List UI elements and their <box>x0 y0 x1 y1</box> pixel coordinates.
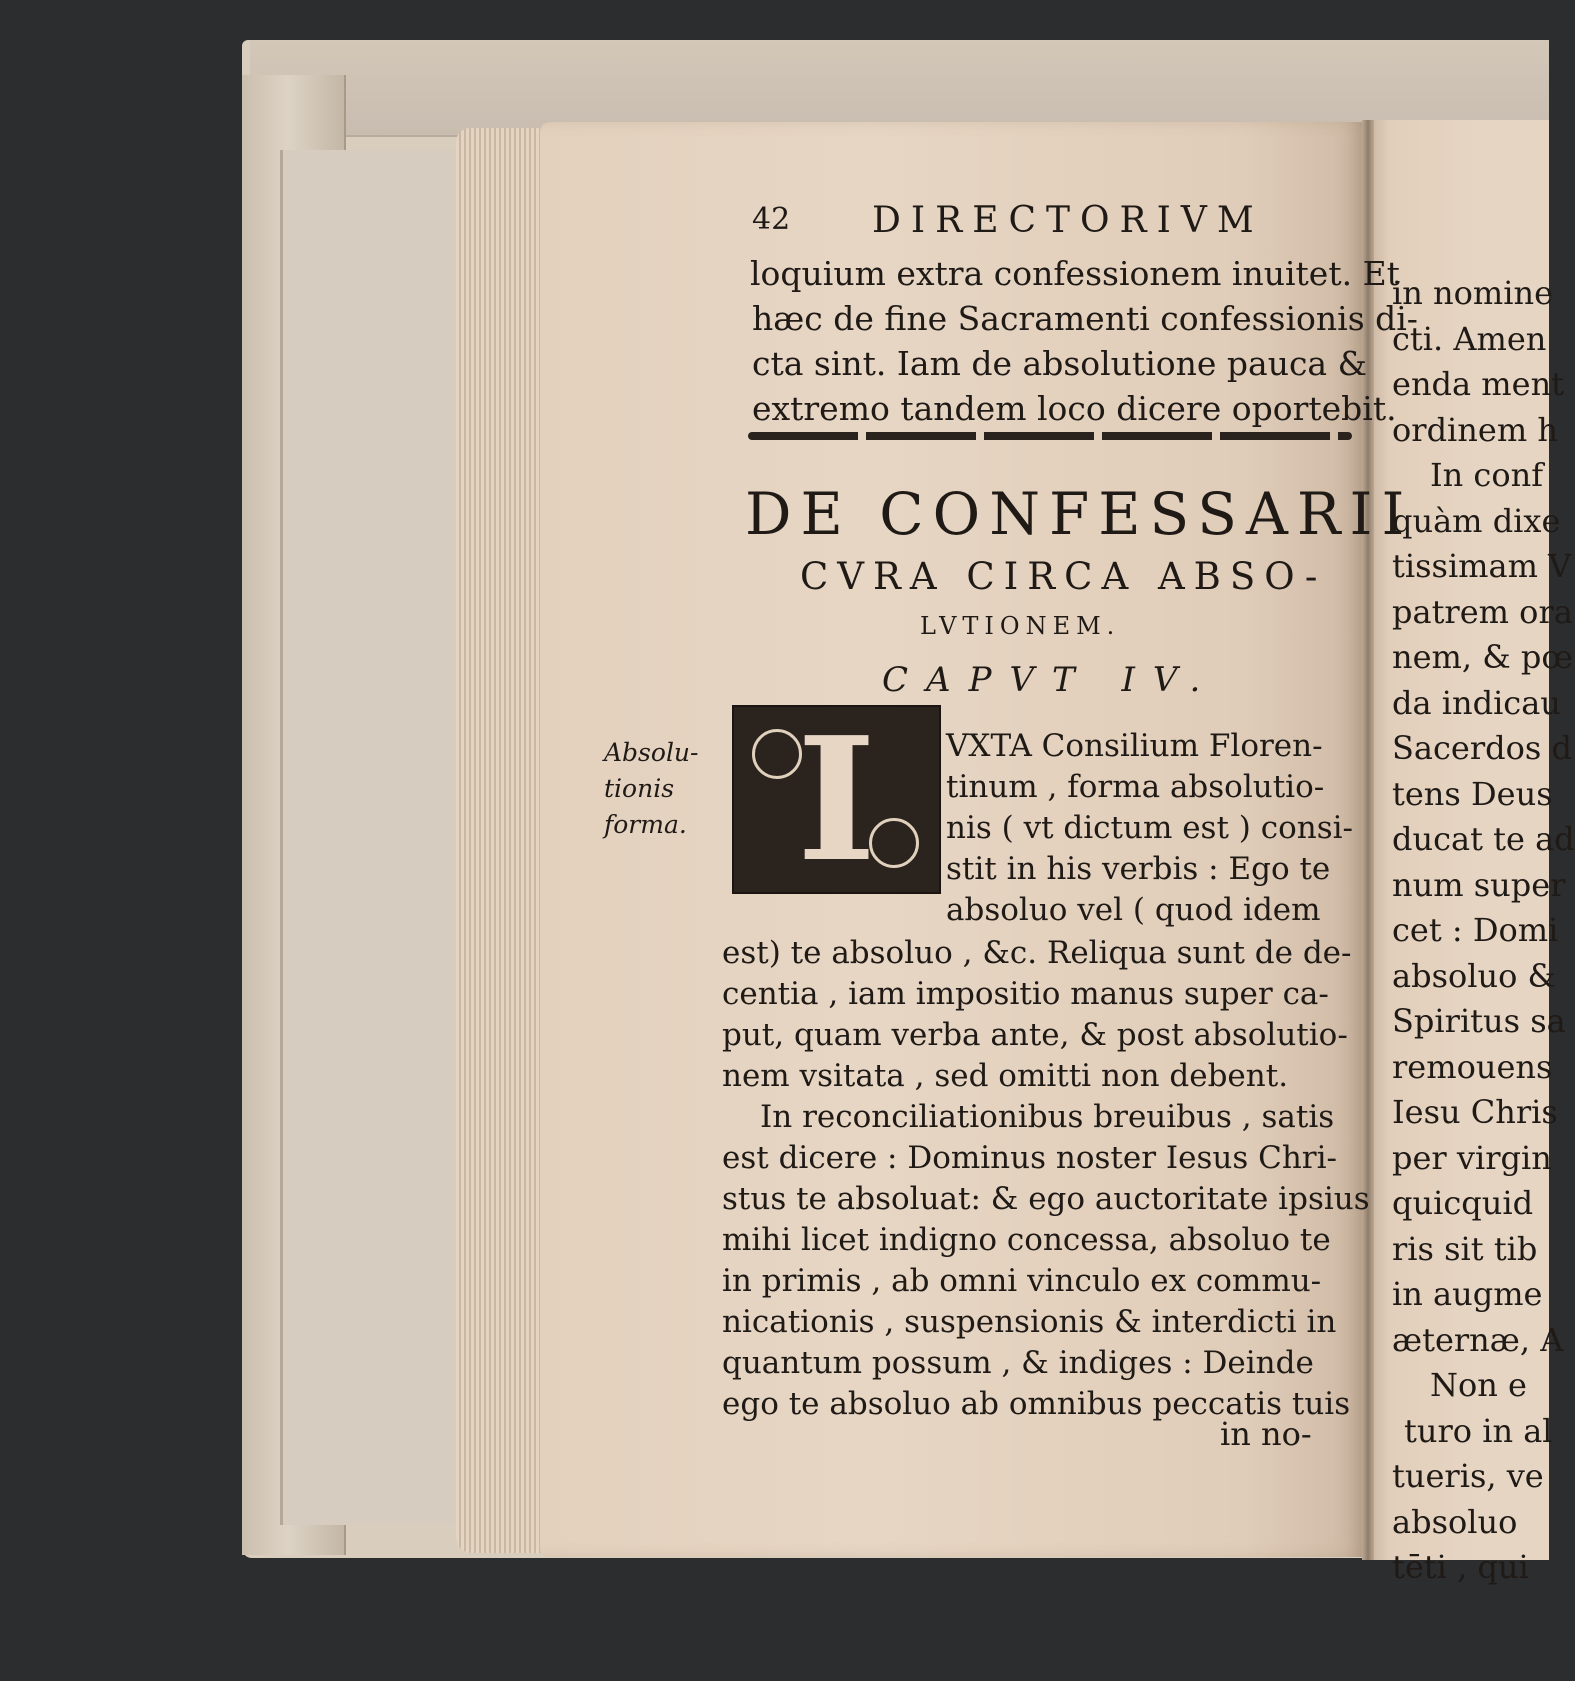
page-edges <box>456 128 546 1553</box>
text-line: in augme <box>1392 1275 1543 1313</box>
text-line: quicquid <box>1392 1184 1534 1222</box>
text-line: ducat te ad <box>1392 820 1575 858</box>
text-line: ordinem h <box>1392 410 1558 449</box>
text-line: mihi licet indigno concessa, absoluo te <box>722 1222 1331 1258</box>
text-line: tueris, ve <box>1392 1457 1544 1495</box>
text-line: cta sint. Iam de absolutione pauca & <box>752 344 1367 383</box>
text-line: tēti , qui <box>1392 1548 1529 1586</box>
text-line: stus te absoluat: & ego auctoritate ipsius <box>722 1181 1370 1217</box>
text-line: da indicau <box>1392 683 1561 722</box>
text-line: centia , iam impositio manus super ca- <box>722 976 1329 1012</box>
text-line: absoluo <box>1392 1502 1518 1541</box>
text-line: quàm dixe <box>1392 501 1561 540</box>
text-line: in nomine <box>1392 274 1554 312</box>
text-line: nicationis , suspensionis & interdicti in <box>722 1304 1337 1340</box>
text-line: In reconciliationibus breuibus , satis <box>760 1099 1335 1135</box>
text-line: enda ment <box>1392 365 1565 403</box>
text-line: nem vsitata , sed omitti non debent. <box>722 1058 1289 1094</box>
decorated-initial <box>732 699 941 900</box>
text-line: extremo tandem loco dicere oportebit. <box>752 389 1397 428</box>
text-line: per virgin <box>1392 1138 1552 1177</box>
cover-inner-panel <box>280 150 460 1525</box>
text-line: tens Deus <box>1392 774 1553 813</box>
text-line: remouens <box>1392 1047 1553 1086</box>
margin-note: Absolu-tionis forma. <box>604 738 699 839</box>
text-line: put, quam verba ante, & post absolutio- <box>722 1017 1348 1053</box>
text-line: cti. Amen <box>1392 319 1547 358</box>
ornamental-rule <box>748 432 1352 440</box>
chapter-title-line-3: LVTIONEM. <box>920 612 1121 640</box>
text-line: est dicere : Dominus noster Iesus Chri- <box>722 1140 1338 1176</box>
page-number: 42 <box>752 202 791 237</box>
chapter-title-line-2: CVRA CIRCA ABSO- <box>800 555 1327 598</box>
text-line: turo in al <box>1404 1411 1553 1450</box>
text-line: num super <box>1392 865 1566 904</box>
running-head: DIRECTORIVM <box>872 200 1264 241</box>
text-line: ris sit tib <box>1392 1229 1538 1268</box>
text-line: nis ( vt dictum est ) consi- <box>946 810 1354 846</box>
text-line: Sacerdos d <box>1392 729 1572 767</box>
text-line: absoluo vel ( quod idem <box>946 892 1321 928</box>
text-line: in primis , ab omni vinculo ex commu- <box>722 1263 1322 1299</box>
text-line: nem, & pœ <box>1392 638 1574 676</box>
initial-letter: I <box>796 699 877 900</box>
text-line: patrem ora <box>1392 592 1573 631</box>
text-line: ego te absoluo ab omnibus peccatis tuis <box>722 1386 1351 1422</box>
text-line: quantum possum , & indiges : Deinde <box>722 1345 1314 1381</box>
text-line: loquium extra confessionem inuitet. Et <box>750 254 1400 293</box>
text-line: Iesu Chris <box>1392 1093 1558 1131</box>
text-line: hæc de fine Sacramenti confessionis di- <box>752 299 1418 338</box>
text-line: In conf <box>1430 456 1544 494</box>
text-line: tissimam V <box>1392 547 1572 585</box>
chapter-title-line-1: DE CONFESSARII <box>745 480 1414 548</box>
text-line: Spiritus sa <box>1392 1002 1566 1040</box>
text-line: Non e <box>1430 1366 1527 1404</box>
text-line: est) te absoluo , &c. Reliqua sunt de de- <box>722 935 1352 971</box>
text-line: æternæ, A <box>1392 1320 1564 1359</box>
text-line: tinum , forma absolutio- <box>946 769 1325 805</box>
text-line: stit in his verbis : Ego te <box>946 851 1331 887</box>
catchword: in no- <box>1220 1415 1312 1453</box>
text-line: absoluo & <box>1392 956 1557 995</box>
chapter-number: CAPVT IV. <box>882 660 1219 700</box>
text-line: cet : Domi <box>1392 911 1559 949</box>
text-line: VXTA Consilium Floren- <box>946 728 1323 764</box>
